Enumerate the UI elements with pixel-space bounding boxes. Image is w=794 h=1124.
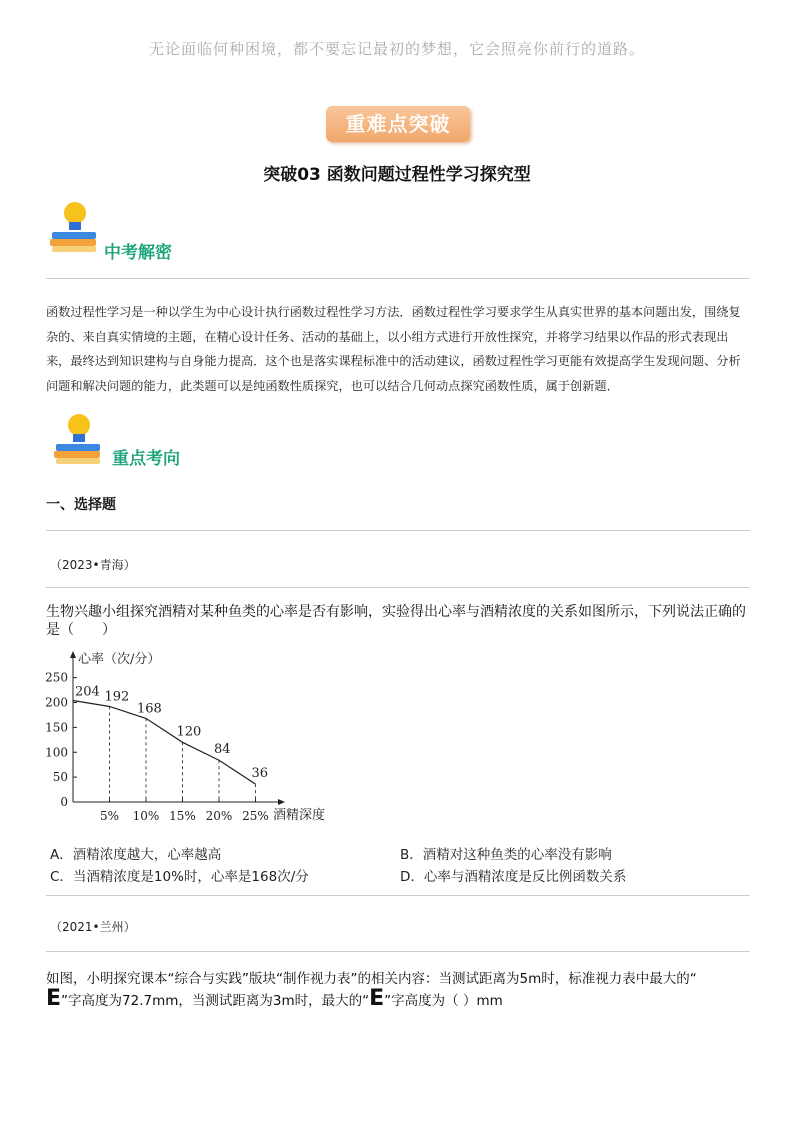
question2-text: 如图，小明探究课本“综合与实践”版块“制作视力表”的相关内容：当测试距离为5m时，标准视力表中最大的“ [46, 971, 697, 987]
option-b[interactable]: B．酒精对这种鱼类的心率没有影响 [400, 847, 612, 863]
heart-rate-chart [40, 646, 340, 828]
section-label-key-directions: 重点考向 [112, 449, 180, 469]
section-badge: 重难点突破 [326, 106, 470, 142]
question2-text: ”字高度为（ ）mm [384, 993, 503, 1009]
question2-line2 [46, 988, 766, 1012]
divider [46, 530, 750, 531]
heading-multiple-choice: 一、选择题 [46, 497, 116, 513]
question2-line1 [46, 968, 766, 990]
letter-e: E [46, 986, 62, 1011]
letter-e: E [369, 986, 385, 1011]
x-tick-label: 5% [99, 809, 120, 823]
question-source: （2023•青海） [50, 558, 136, 572]
divider [46, 895, 750, 896]
lightbulb-books-icon [48, 198, 100, 258]
header-motto: 无论面临何种困境，都不要忘记最初的梦想，它会照亮你前行的道路。 [148, 40, 645, 58]
y-tick-label: 100 [45, 745, 68, 760]
x-axis-label: 酒精深度 [273, 808, 326, 823]
y-tick-label: 200 [45, 695, 68, 710]
x-tick-label: 10% [132, 809, 160, 823]
y-tick-label: 0 [60, 795, 68, 809]
data-label: 120 [176, 724, 202, 740]
question-text: 生物兴趣小组探究酒精对某种鱼类的心率是否有影响，实验得出心率与酒精浓度的关系如图所示，下列说法正确的是（ ） [46, 604, 746, 638]
data-label: 204 [75, 684, 100, 700]
y-axis-label: 心率（次/分） [78, 652, 161, 667]
y-tick-label: 250 [45, 670, 68, 685]
divider [46, 951, 750, 952]
x-axis-arrow [278, 799, 285, 805]
divider [46, 278, 750, 279]
x-tick-label: 25% [242, 809, 269, 823]
intro-paragraph: 函数过程性学习是一种以学生为中心设计执行函数过程性学习方法．函数过程性学习要求学生从真实世界的基本问题出发，围绕复杂的、来自真实情境的主题，在精心设计任务、活动的基础上，以小组方式进行开放性探究，并将学习结果以作品的形式表现出来，最终达到知识建构与自身能力提高．这个也是落实课程标准中的活动建议，函数过程性学习更能有效提高学生发现问题、分析问题和解决问题的能力，此类题可以是纯函数性质探究，也可以结合几何动点探究函数性质，属于创新题． [46, 305, 741, 393]
data-label: 168 [137, 701, 162, 717]
divider [46, 587, 750, 588]
option-c[interactable]: C．当酒精浓度是10%时，心率是168次/分 [50, 869, 309, 885]
x-tick-label: 20% [205, 809, 233, 823]
section-label-exam-secrets: 中考解密 [104, 243, 172, 263]
y-axis-arrow [70, 651, 76, 658]
page-title: 突破03 函数问题过程性学习探究型 [263, 165, 531, 185]
data-label: 192 [104, 689, 130, 705]
data-label: 84 [214, 742, 231, 758]
question2-text: ”字高度为72.7mm，当测试距离为3m时，最大的“ [61, 993, 370, 1009]
y-tick-label: 50 [52, 770, 68, 785]
option-a[interactable]: A．酒精浓度越大，心率越高 [50, 847, 222, 863]
question-source: （2021•兰州） [50, 920, 136, 934]
y-tick-label: 150 [45, 720, 68, 735]
option-d[interactable]: D．心率与酒精浓度是反比例函数关系 [400, 869, 627, 885]
data-label: 36 [251, 766, 269, 782]
x-tick-label: 15% [169, 809, 196, 823]
lightbulb-books-icon [52, 410, 104, 470]
